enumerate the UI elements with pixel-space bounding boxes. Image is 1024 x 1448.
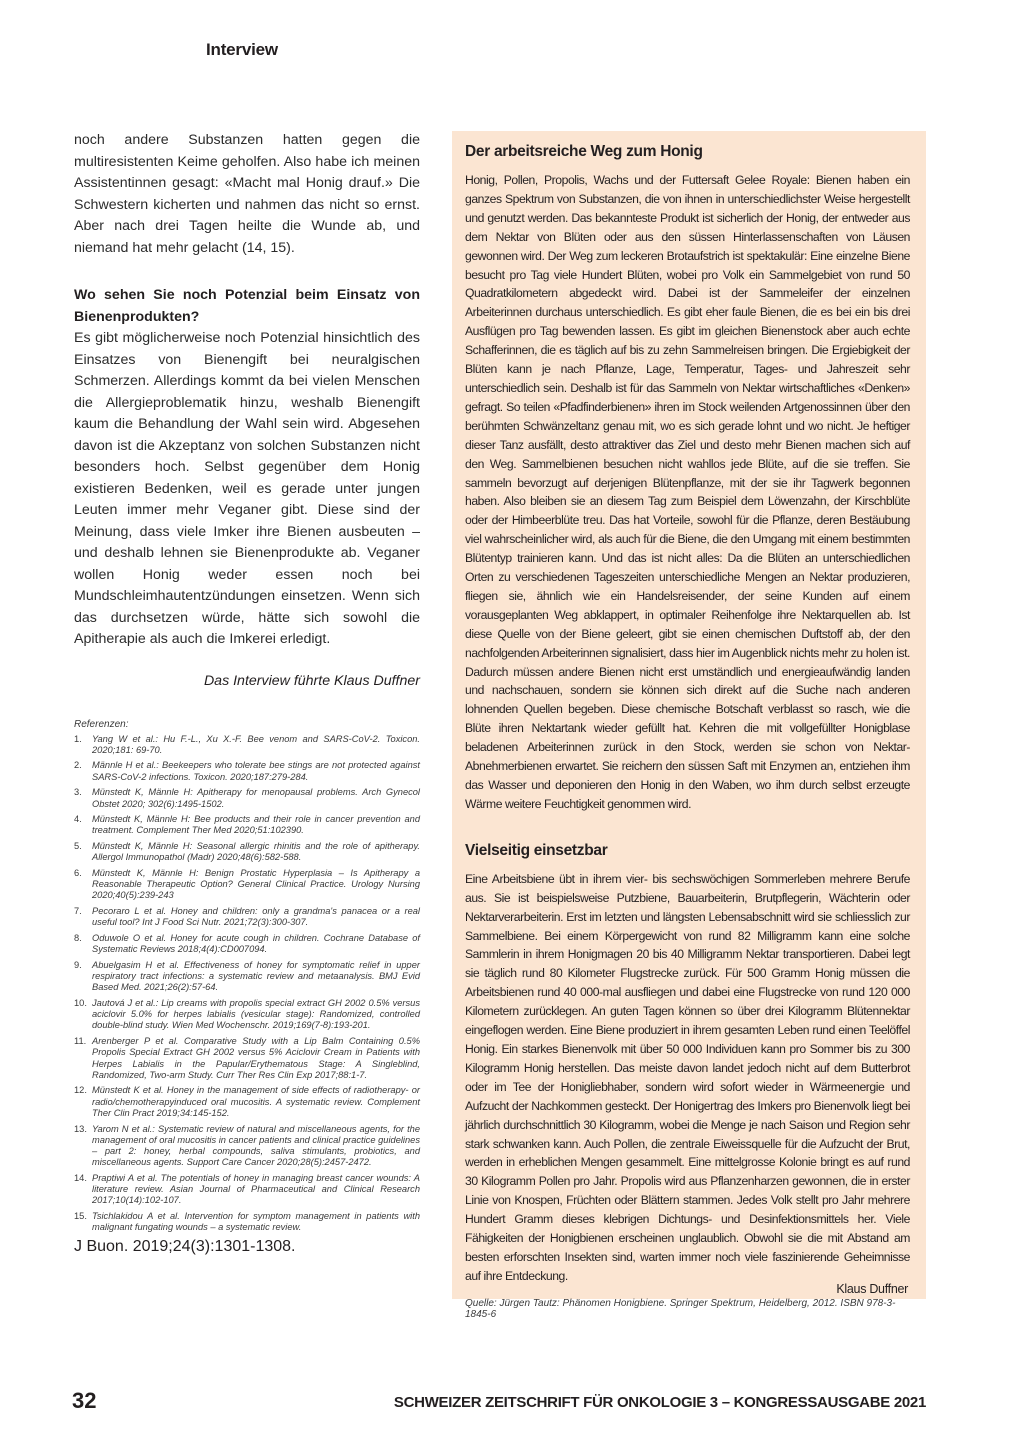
reference-number: 4.	[74, 814, 82, 825]
reference-text: Pecoraro L et al. Honey and children: only a grandma's panacea or a real useful tool? Int J Food Sci Nutr. 2021;72(3):300-307.	[92, 906, 420, 928]
reference-item	[74, 868, 420, 902]
reference-text: Münstedt K et al. Honey in the management of side effects of radiotherapy- or radio/chemotherapyinduced oral mucositis. A systematic review. Complement Ther Clin Pract 2019;34:145-152.	[92, 1085, 420, 1118]
reference-text: Münstedt K, Männle H: Seasonal allergic rhinitis and the role of apitherapy. Allergol Immunopathol (Madr) 2020;48(6):582-588.	[92, 841, 420, 863]
journal-title: SCHWEIZER ZEITSCHRIFT FÜR ONKOLOGIE 3 – KONGRESSAUSGABE 2021	[393, 1394, 926, 1411]
reference-item	[74, 960, 420, 994]
reference-item	[74, 734, 420, 756]
box-source: Quelle: Jürgen Tautz: Phänomen Honigbiene. Springer Spektrum, Heidelberg, 2012. ISBN 978-3-1845-6	[465, 1297, 896, 1320]
reference-item	[74, 1211, 420, 1233]
reference-item	[74, 933, 420, 955]
box-author: Klaus Duffner	[836, 1281, 908, 1296]
reference-text: Tsichlakidou A et al. Intervention for symptom management in patients with malignant fungating wounds – a systematic review.	[92, 1211, 420, 1233]
reference-text: Münstedt K, Männle H: Benign Prostatic Hyperplasia – Is Apitherapy a Reasonable Therapeutic Option? General Clinical Practice. Urology Nursing 2020;40(5):239-243	[92, 868, 420, 901]
reference-item	[74, 760, 420, 782]
reference-number: 8.	[74, 933, 82, 944]
reference-item	[74, 814, 420, 836]
references-title: Referenzen:	[74, 718, 129, 730]
reference-item	[74, 998, 420, 1032]
reference-text: Abuelgasim H et al. Effectiveness of honey for symptomatic relief in upper respiratory tract infections: a systematic review and metaanalysis. BMJ Evid Based Med. 2021;26(2):57-64.	[92, 959, 420, 993]
reference-text: Oduwole O et al. Honey for acute cough in children. Cochrane Database of Systematic Reviews 2018;4(4):CD007094.	[92, 933, 420, 955]
reference-number: 6.	[74, 868, 82, 879]
reference-item	[74, 1124, 420, 1169]
interview-column	[74, 130, 420, 1256]
reference-text: Münstedt K, Männle H: Bee products and their role in cancer prevention and treatment. Complement Ther Med 2020;51:102390.	[92, 814, 420, 836]
reference-number: 15.	[74, 1211, 87, 1222]
box-heading-honey-path: Der arbeitsreiche Weg zum Honig	[465, 143, 703, 160]
intro-paragraph: noch andere Substanzen hatten gegen die multiresistenten Keime geholfen. Also habe ich meinen Assistentinnen gesagt: «Macht mal Honig drauf.» Die Schwestern kicherten und nahmen das nicht so ernst. Aber nach drei Tagen heilte die Wunde ab, und niemand hat mehr gelacht (14, 15).	[74, 132, 420, 256]
reference-text: Männle H et al.: Beekeepers who tolerate bee stings are not protected against SARS-CoV-2 infections. Toxicon. 2020;187:279-284.	[92, 760, 420, 782]
reference-item	[74, 906, 420, 928]
reference-text: Yarom N et al.: Systematic review of natural and miscellaneous agents, for the management of oral mucositis in cancer patients and clinical practice guidelines – part 2: honey, herbal compounds, saliva stimulants, probiotics, and miscellaneous agents. Support Care Cancer 2020;28(5):2457-2472.	[92, 1123, 420, 1168]
reference-number: 13.	[74, 1123, 87, 1134]
interview-answer: Es gibt möglicherweise noch Potenzial hinsichtlich des Einsatzes von Bienengift bei neuralgischen Schmerzen. Allerdings kommt da bei vielen Menschen die Allergieproblematik hinzu, weshalb Bienengift kaum die Behandlung der Wahl sein wird. Abgesehen davon ist die Akzeptanz von solchen Substanzen nicht besonders hoch. Selbst gegenüber dem Honig existieren Bedenken, weil es gerade unter jungen Leuten immer mehr Veganer gibt. Diese sind der Meinung, dass viele Imker ihre Bienen ausbeuten – und deshalb lehnen sie Bienenprodukte ab. Veganer wollen Honig weder essen noch bei Mundschleimhautentzündungen einsetzen. Wenn sich das durchsetzen würde, hätte sich sowohl die Apitherapie als auch die Imkerei erledigt.	[74, 330, 420, 647]
reference-number: 1.	[74, 733, 82, 744]
reference-text: Yang W et al.: Hu F.-L., Xu X.-F. Bee venom and SARS-CoV-2. Toxicon. 2020;181: 69-70.	[92, 733, 420, 755]
reference-text: Münstedt K, Männle H: Apitherapy for menopausal problems. Arch Gynecol Obstet 2020; 302(6):1495-1502.	[92, 787, 420, 809]
reference-item	[74, 841, 420, 863]
box-paragraph-honey-path: Honig, Pollen, Propolis, Wachs und der Futtersaft Gelee Royale: Bienen haben ein ganzes Spektrum von Substanzen, die von ihnen in unterschiedlichster Weise hergestellt und genutzt werden. Das bekannteste Produkt ist sicherlich der Honig, der entweder aus dem Nektar von Blüten oder aus den süssen Hinterlassenschaften von Läusen gewonnen wird. Der Weg zum leckeren Brotaufstrich ist spektakulär: Eine einzelne Biene besucht pro Tag viele Hundert Blüten, wobei pro Volk ein Sammelgebiet von rund 50 Quadratkilometern abgedeckt wird. Dabei ist der Sammeleifer der einzelnen Arbeiterinnen durchaus unterschiedlich. Es gibt eher faule Bienen, die es bei ein bis drei Ausflügen pro Tag bewenden lassen. Es gibt im gleichen Bienenstock aber auch echte Schafferinnen, die es täglich auf bis zu zehn Sammelreisen bringen. Die Ergiebigkeit der Blüten kann je nach Pflanze, Lage, Temperatur, Tages- und Jahreszeit sehr unterschiedlich sein. Deshalb ist für das Sammeln von Nektar wirtschaftliches «Denken» gefragt. So teilen «Pfadfinderbienen» ihren im Stock weilenden Artgenossinnen über den berühmten Schwänzeltanz genau mit, wo es sich gerade lohnt und wo nicht. Je heftiger dieser Tanz ausfällt, desto attraktiver das Ziel und desto mehr Bienen machen sich auf den Weg. Sammelbienen besuchen nicht wahllos jede Blüte, auf die sie treffen. Sie sammeln bevorzugt auf derjenigen Blütenpflanze, mit der sie ihr Tagwerk begonnen haben. Also bleiben sie an diesem Tag zum Beispiel dem Löwenzahn, der Kirschblüte oder der Himbeerblüte treu. Das hat Vorteile, sowohl für die Pflanze, deren Bestäubung viel wahrscheinlicher wird, als auch für die Biene, die den Umgang mit einem bestimmten Blütentyp trainieren kann. Und das ist nicht alles: Da die Blüten an unterschiedlichen Orten zu verschiedenen Tageszeiten unterschiedliche Mengen an Nektar produzieren, fliegen sie, ähnlich wie ein Handelsreisender, der seine Kunden auf einem vorausgeplanten Weg abklappert, in optimaler Reihenfolge ihre Nektarquellen ab. Ist diese Quelle von der Biene geleert, gibt sie einen chemischen Duftstoff ab, der den nachfolgenden Arbeiterinnen signalisiert, dass hier im Augenblick nichts mehr zu holen ist. Dadurch müssen andere Bienen nicht erst umständlich und energieaufwändig landen und nachschauen, sondern sie können sich direkt auf die Suche nach anderen lohnenden Quellen begeben. Diese chemische Botschaft verblasst so rasch, wie die Blüte ihren Nektartank wieder gefüllt hat. Kehren die mit vollgefüllter Honigblase beladenen Arbeiterinnen zurück in den Stock, werden sie schon von Nektar-Abnehmerbienen erwartet. Sie reichern den süssen Saft mit Enzymen an, entziehen ihm das Wasser und deponieren den Honig in den Waben, wo ihm durch selbst erzeugte Wärme weitere Feuchtigkeit genommen wird.	[465, 173, 910, 811]
reference-continuation: J Buon. 2019;24(3):1301-1308.	[74, 1237, 296, 1255]
interview-signature: Das Interview führte Klaus Duffner	[203, 672, 420, 689]
reference-number: 7.	[74, 906, 82, 917]
reference-number: 11.	[74, 1036, 87, 1047]
interview-question: Wo sehen Sie noch Potenzial beim Einsatz von Bienenprodukten?	[74, 287, 420, 325]
reference-text: Arenberger P et al. Comparative Study with a Lip Balm Containing 0.5% Propolis Special Extract GH 2002 versus 5% Aciclovir Cream in Patients with Herpes Labialis in the Papular/Erythematous Stage: A Singleblind, Randomized, Two-arm Study. Curr Ther Res Clin Exp 2017;88:1-7.	[92, 1036, 420, 1080]
reference-number: 12.	[74, 1085, 87, 1096]
reference-item	[74, 1036, 420, 1081]
box-paragraph-versatile: Eine Arbeitsbiene übt in ihrem vier- bis sechswöchigen Sommerleben mehrere Berufe aus. Sie ist beispielsweise Putzbiene, Bauarbeiterin, Brutpflegerin, Wächterin oder Nektarverarbeiterin. Erst im letzten und längsten Lebensabschnitt wird sie schliesslich zur Sammelbiene. Bei einem Körpergewicht von rund 82 Milligramm kann eine solche Sammlerin in ihrem Honigmagen 20 bis 40 Milligramm Nektar transportieren. Dabei legt sie täglich rund 80 Kilometer Flugstrecke zurück. Für 500 Gramm Honig müssen die Arbeitsbienen rund 40 000-mal ausfliegen und dabei eine Flugstrecke von rund 120 000 Kilometern zurücklegen. An guten Tagen können so über drei Kilogramm Blütennektar eingeflogen werden. Eine Biene produziert in ihrem gesamten Leben rund einen Teelöffel Honig. Ein starkes Bienenvolk mit über 50 000 Individuen kann pro Sommer bis zu 300 Kilogramm Honig herstellen. Das meiste davon landet jedoch nicht auf dem Butterbrot oder im Tee der Honigliebhaber, sondern wird sofort wieder in Wärmeenergie und Aufzucht der Nachkommen gesteckt. Der Honigertrag des Imkers pro Bienenvolk liegt bei jährlich durchschnittlich 30 Kilogramm, wobei die Menge je nach Saison und Region sehr stark schwanken kann. Auch Pollen, die zentrale Eiweissquelle für die Aufzucht der Brut, werden in erheblichen Mengen gesammelt. Eine mittelgrosse Kolonie bringt es auf rund 30 Kilogramm Pollen pro Jahr. Propolis wird aus Pflanzenharzen gewonnen, die in erster Linie von Knospen, Früchten oder Blättern stammen. Jedes Volk stellt pro Jahr mehrere Hundert Gramm dieses klebrigen Dichtungs- und Desinfektionsmittels her. Viele Fähigkeiten der Honigbienen erscheinen unglaublich. Obwohl sie die mit Abstand am besten erforschten Insekten sind, warten immer noch viele faszinierende Geheimnisse auf ihre Entdeckung.	[465, 871, 910, 1283]
reference-number: 14.	[74, 1172, 87, 1183]
reference-text: Jautová J et al.: Lip creams with propolis special extract GH 2002 0.5% versus aciclovir 5.0% for herpes labialis (vesicular stage): Randomized, controlled double-blind study. Wien Med Wochenschr. 2019;169(7-8):193-201.	[92, 998, 420, 1031]
reference-number: 10.	[74, 998, 87, 1009]
reference-text: Praptiwi A et al. The potentials of honey in managing breast cancer wounds: A literature review. Asian Journal of Pharmaceutical and Clinical Research 2017;10(14):102-107.	[92, 1172, 420, 1206]
references-list	[74, 734, 420, 1234]
reference-item	[74, 787, 420, 809]
reference-number: 9.	[74, 959, 82, 970]
reference-item	[74, 1085, 420, 1119]
box-heading-versatile: Vielseitig einsetzbar	[465, 841, 608, 859]
reference-number: 2.	[74, 760, 82, 771]
reference-item	[74, 1173, 420, 1207]
page-number: 32	[72, 1388, 97, 1413]
reference-number: 3.	[74, 787, 82, 798]
reference-number: 5.	[74, 841, 82, 852]
section-label: Interview	[206, 40, 278, 59]
info-box	[452, 131, 926, 1320]
